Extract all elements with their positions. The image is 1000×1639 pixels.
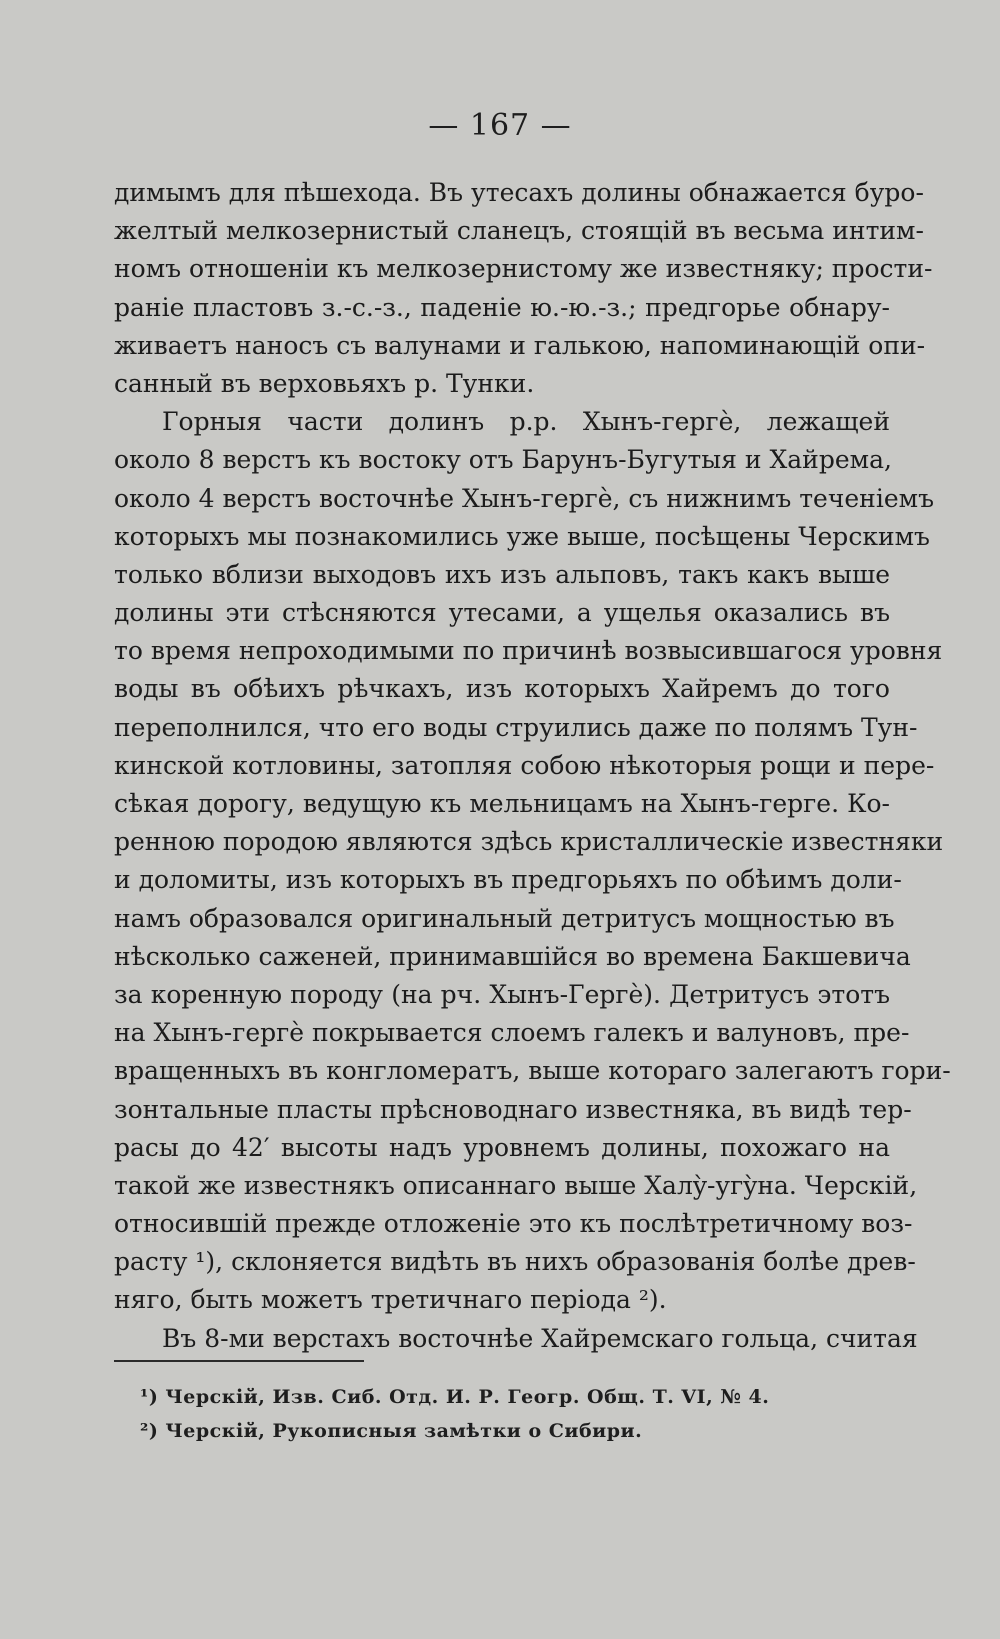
text-line: вращенныхъ въ конгломератъ, выше котораго залегаютъ гори-	[114, 1056, 951, 1086]
text-line: на Хынъ-гергè покрывается слоемъ галекъ и валуновъ, пре-	[114, 1018, 910, 1048]
text-line: ренною породою являются здѣсь кристаллическіе известняки	[114, 827, 944, 857]
footnote-2: ²) Черскій, Рукописныя замѣтки о Сибири.	[140, 1420, 643, 1442]
text-line: желтый мелкозернистый сланецъ, стоящій въ весьма интим-	[114, 216, 924, 246]
text-line: няго, быть можетъ третичнаго періода ²).	[114, 1285, 667, 1315]
text-line: около 8 верстъ къ востоку отъ Барунъ-Бугутыя и Хайрема,	[114, 445, 892, 475]
text-line: расту ¹), склоняется видѣть въ нихъ образованія болѣе древ-	[114, 1247, 916, 1277]
text-line: которыхъ мы познакомились уже выше, посѣщены Черскимъ	[114, 521, 930, 551]
footnotes	[140, 1380, 900, 1448]
text-line: сѣкая дорогу, ведущую къ мельницамъ на Хынъ-герге. Ко-	[114, 789, 890, 818]
footnote-divider	[114, 1360, 364, 1362]
text-line: Въ 8-ми верстахъ восточнѣе Хайремскаго гольца, считая	[162, 1323, 918, 1353]
text-line: то время непроходимыми по причинѣ возвысившагося уровня	[114, 636, 943, 666]
text-line: расы до 42′ высоты надъ уровнемъ долины, похожаго на	[114, 1132, 890, 1162]
text-line: за коренную породу (на рч. Хынъ-Гергè). Детритусъ этотъ	[114, 979, 890, 1009]
text-line: только вблизи выходовъ ихъ изъ альповъ, такъ какъ выше	[114, 559, 890, 589]
text-line: нѣсколько саженей, принимавшійся во времена Бакшевича	[114, 941, 911, 971]
body-text	[114, 174, 951, 1358]
text-line: димымъ для пѣшехода. Въ утесахъ долины обнажается буро-	[114, 178, 924, 207]
text-line: зонтальные пласты прѣсноводнаго известняка, въ видѣ тер-	[114, 1094, 912, 1124]
text-line: номъ отношеніи къ мелкозернистому же известняку; прости-	[114, 254, 933, 284]
text-line: долины эти стѣсняются утесами, а ущелья оказались въ	[114, 598, 890, 628]
text-line: относившій прежде отложеніе это къ послѣтретичному воз-	[114, 1209, 913, 1239]
text-line: санный въ верховьяхъ р. Тунки.	[114, 368, 535, 398]
text-line: воды въ обѣихъ рѣчкахъ, изъ которыхъ Хайремъ до того	[114, 674, 890, 704]
text-line: кинской котловины, затопляя собою нѣкоторыя рощи и пере-	[114, 750, 935, 780]
text-line: живаетъ наносъ съ валунами и галькою, напоминающій опи-	[114, 330, 926, 360]
page-number: — 167 —	[428, 108, 572, 143]
text-line: и доломиты, изъ которыхъ въ предгорьяхъ по обѣимъ доли-	[114, 865, 902, 895]
text-line: намъ образовался оригинальный детритусъ мощностью въ	[114, 903, 895, 933]
text-line: около 4 верстъ восточнѣе Хынъ-гергè, съ нижнимъ теченіемъ	[114, 483, 934, 513]
footnote-1: ¹) Черскій, Изв. Сиб. Отд. И. Р. Геогр. Общ. Т. VI, № 4.	[140, 1386, 770, 1408]
text-line: раніе пластовъ з.-с.-з., паденіе ю.-ю.-з.; предгорье обнару-	[114, 292, 890, 322]
text-line: Горныя части долинъ р.р. Хынъ-гергè, лежащей	[162, 407, 890, 437]
text-line: переполнился, что его воды струились даже по полямъ Тун-	[114, 712, 918, 742]
text-line: такой же известнякъ описаннаго выше Халỳ-угỳна. Черскій,	[114, 1170, 918, 1200]
